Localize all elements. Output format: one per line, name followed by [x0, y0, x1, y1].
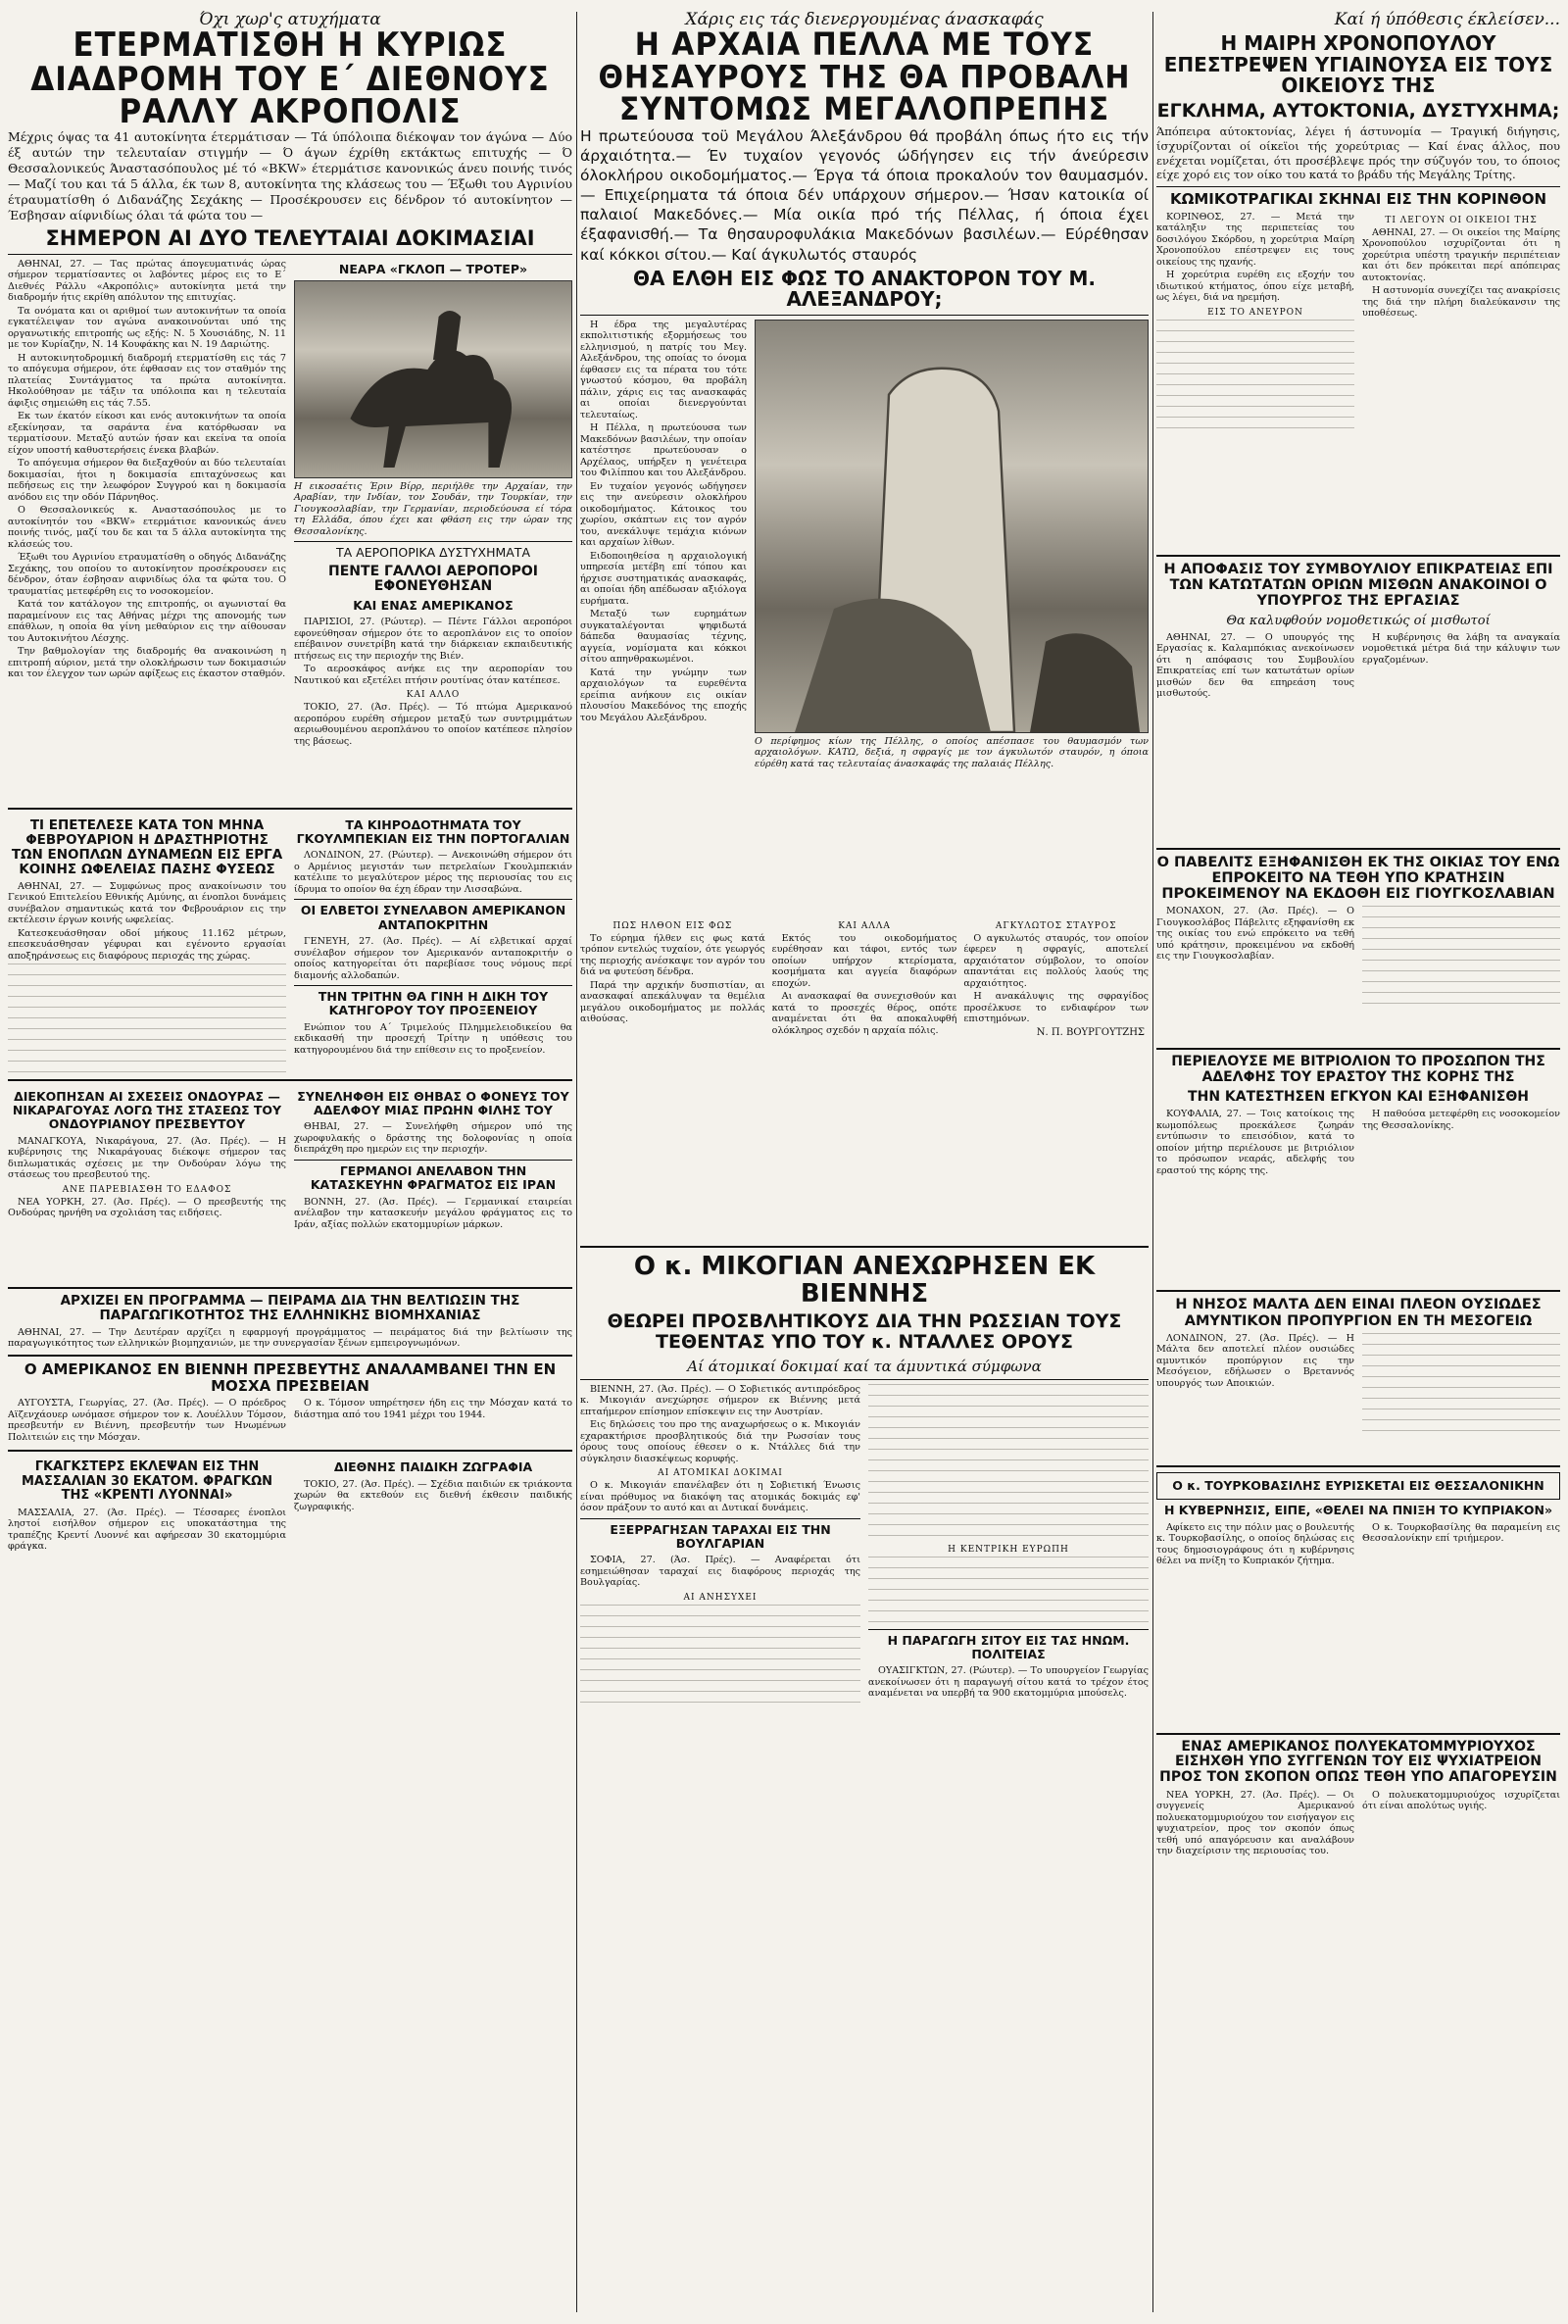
nicaragua-article [8, 1086, 286, 1282]
paragraph: ΑΘΗΝΑΙ, 27. — Οι οικείοι της Μαίρης Χρονοπούλου ισχυρίζονται ότι η χορεύτρια υπέστη τραγικήν περιπέτειαν και ότι δεν πρόκειται περί απόπειρας αυτοκτονίας. [1362, 226, 1560, 283]
text-filler [1362, 906, 1560, 1014]
atomic-label: ΑΙ ΑΤΟΜΙΚΑΙ ΔΟΚΙΜΑΙ [658, 1468, 783, 1479]
paragraph: Το εύρημα ήλθεν εις φως κατά τρόπον εντελώς τυχαίον, ότε γεωργός της περιοχής ανέσκαψε τον αγρόν του διά να φυτεύση δένδρα. [580, 932, 765, 978]
paragraph: ΣΟΦΙΑ, 27. (Άσ. Πρές). — Αναφέρεται ότι εσημειώθησαν ταραχαί εις διαφόρους περιοχάς της Βουλγαρίας. [580, 1555, 860, 1589]
text-filler [1156, 320, 1354, 437]
paragraph: Εν τυχαίον γεγονός ωδήγησεν εις την ανεύρεσιν ολοκλήρου οικοδομήματος. Κάτοικος του χωρίου, σκάπτων εις τον αγρόν του, ανεκάλυψε τεμάχια κιόνων και αρχαίων λίθων. [580, 480, 747, 549]
pella-subheadline: ΘΑ ΕΛΘΗ ΕΙΣ ΦΩΣ ΤΟ ΑΝΑΚΤΟΡΟΝ ΤΟΥ Μ. ΑΛΕΞΑΝΔΡΟΥ; [632, 266, 1097, 312]
paragraph: ΜΑΣΣΑΛΙΑ, 27. (Άσ. Πρές). — Τέσσαρες ένοπλοι ληστοί εισήλθον σήμερον εις υποκατάστημα της τραπέζης Κρεντί Λυοννέ και αφήρεσαν 30 εκατομμύρια φράγκα. [8, 1507, 286, 1553]
byline: Ν. Π. ΒΟΥΡΓΟΥΤΖΗΣ [1036, 1026, 1146, 1038]
paragraph: Η αστυνομία συνεχίζει τας ανακρίσεις της διά την πλήρη διαλεύκανσιν της υποθέσεως. [1362, 285, 1560, 320]
other-label: ΚΑΙ ΑΛΛΑ [838, 920, 891, 931]
cross-label: ΑΓΚΥΛΩΤΟΣ ΣΤΑΥΡΟΣ [995, 920, 1117, 931]
center-column [580, 10, 1149, 2314]
paragraph: Κατεσκευάσθησαν οδοί μήκους 11.162 μέτρων, επεσκευάσθησαν γέφυραι και εγένοντο εργασίαι αποξηράνσεως εις διαφόρους περιοχάς της χώρας. [8, 927, 286, 962]
acid-subheadline: ΤΗΝ ΚΑΤΕΣΤΗΣΕΝ ΕΓΚΥΟΝ ΚΑΙ ΕΞΗΦΑΝΙΣΘΗ [1188, 1088, 1529, 1105]
mid-stories [8, 815, 572, 1074]
pella-lead: Η πρωτεύουσα τοϋ Μεγάλου Άλεξάνδρου θά προβάλη όπως ήτο εις τήν άρχαιότητα.— Έν τυχαίον γεγονός ώδήγησεν εις τήν άνεύρεσιν όλοκλήρου οικοδομήματος.— Έργα τά όποια προκαλούν τον θαυμασμόν.— Επιχείρηματα τά όποια δέν υπάρχουν σήμερον.— Ήσαν κατοικία οί παλαιοί Μακεδόνες.— Μία οικία πρό τής Πέλλας, ή όποια έχει έξαφανισθή.— Τα θησαυροφυλάκια Μακεδόνων βασιλέων.— Εύρέθησαν καί κόκκοι σίτου.— Καί άγκυλωτός σταυρός [580, 126, 1149, 264]
paragraph: ΒΙΕΝΝΗ, 27. (Άσ. Πρές). — Ο Σοβιετικός αντιπρόεδρος κ. Μικογιάν ανεχώρησε σήμερον εκ Βιέννης μετά επταήμερον επίσημον επίσκεψιν εις την Αυστρίαν. [580, 1383, 860, 1417]
millionaire-headline: ΕΝΑΣ ΑΜΕΡΙΚΑΝΟΣ ΠΟΛΥΕΚΑΤΟΜΜΥΡΙΟΥΧΟΣ ΕΙΣΗΧΘΗ ΥΠΟ ΣΥΓΓΕΝΩΝ ΤΟΥ ΕΙΣ ΨΥΧΙΑΤΡΕΙΟΝ ΠΡΟΣ ΤΟΝ ΣΚΟΠΟΝ ΟΠΩΣ ΤΕΘΗ ΥΠΟ ΑΠΑΓΟΡΕΥΣΙΝ [1159, 1738, 1557, 1785]
tourk-subheadline: Η ΚΥΒΕΡΝΗΣΙΣ, ΕΙΠΕ, «ΘΕΛΕΙ ΝΑ ΠΝΙΞΗ ΤΟ ΚΥΠΡΙΑΚΟΝ» [1163, 1503, 1553, 1518]
kicker: Χάρις εις τάς διενεργουμένας άνασκαφάς [685, 10, 1044, 29]
bottom-stories [8, 1457, 572, 1555]
paragraph: ΑΘΗΝΑΙ, 27. — Ο υπουργός της Εργασίας κ. Καλαμπόκιας ανεκοίνωσεν ότι η απόφασις του Συμβουλίου Επικρατείας επί των κατωτάτων ορίων μισθών δεν θα επηρεάση τους μισθωτούς. [1156, 631, 1354, 700]
paragraph: Ειδοποιηθείσα η αρχαιολογική υπηρεσία μετέβη επί τόπου και ήρχισε συστηματικάς ανασκαφάς, αι οποίαι ήδη απέδωσαν αξιόλογα ευρήματα. [580, 550, 747, 607]
flight-article [1156, 906, 1560, 1043]
kicker: Καί ή ύπόθεσις έκλείσεν... [1334, 10, 1560, 29]
paragraph: Η χορεύτρια ευρέθη εις εξοχήν του ιδιωτικού κτήματος, όπου είχε μεταβή, ως λέγει, διά να ηρεμήση. [1156, 270, 1354, 304]
paragraph: ΝΕΑ ΥΟΡΚΗ, 27. (Άσ. Πρές). — Οι συγγενείς Αμερικανού πολυεκατομμυριούχου τον εισήγαγον εις ψυχιατρείον, προς τον σκοπόν όπως τεθή υπό απαγόρευσιν και αναλάβουν την διαχείρισιν της περιουσίας του. [1156, 1789, 1354, 1857]
paragraph: Η Πέλλα, η πρωτεύουσα των Μακεδόνων βασιλέων, την οποίαν κατέστησε πρωτεύουσαν ο Αρχέλαος, υπήρξεν η γενέτειρα του Φιλίππου και του Αλεξάνδρου. [580, 422, 747, 479]
paragraph: ΝΕΑ ΥΟΡΚΗ, 27. (Άσ. Πρές). — Ο πρεσβευτής της Ονδούρας ηρνήθη να σχολιάση τας ειδήσεις. [8, 1196, 286, 1219]
moscow-article [8, 1398, 572, 1445]
paragraph: Ο κ. Τόμσον υπηρέτησεν ήδη εις την Μόσχαν κατά το διάστημα από του 1941 μέχρι του 1944. [294, 1398, 572, 1420]
paragraph: Ο Θεσσαλονικεύς κ. Αναστασόπουλος με το αυτοκίνητόν του «ΒΚW» ετερμάτισε κανονικώς άνευ ποινής τινός, μαζί του δε και τα 5 άλλα αυτοκίνητα της κλάσεώς του. [8, 505, 286, 550]
paragraph: ΠΑΡΙΣΙΟΙ, 27. (Ρώυτερ). — Πέντε Γάλλοι αεροπόροι εφονεύθησαν σήμερον ότε το αεροπλάνον εις το οποίον επέβαινον συνετρίβη κατά την διάρκειαν εκπαιδευτικής πτήσεως εις την περιοχήν της Βιέν. [294, 617, 572, 662]
world-briefs [294, 815, 572, 1074]
pella-headline: Η ΑΡΧΑΙΑ ΠΕΛΛΑ ΜΕ ΤΟΥΣ ΘΗΣΑΥΡΟΥΣ ΤΗΣ ΘΑ ΠΡΟΒΑΛΗ ΣΥΝΤΟΜΩΣ ΜΕΓΑΛΟΠΡΕΠΗΣ [598, 26, 1131, 128]
camel-rider-icon [295, 281, 571, 477]
tourk-article [1156, 1522, 1560, 1728]
paragraph: ΤΟΚΙΟ, 27. (Άσ. Πρές). — Σχέδια παιδιών εκ τριάκοντα χωρών θα εκτεθούν εις διεθνή έκθεσιν παιδικής ζωγραφικής. [294, 1478, 572, 1512]
malta-headline: Η ΝΗΣΟΣ ΜΑΛΤΑ ΔΕΝ ΕΙΝΑΙ ΠΛΕΟΝ ΟΥΣΙΩΔΕΣ ΑΜΥΝΤΙΚΟΝ ΠΡΟΠΥΡΓΙΟΝ ΕΝ ΤΗ ΜΕΣΟΓΕΙΩ [1175, 1297, 1542, 1329]
paragraph: Τα ονόματα και οι αριθμοί των αυτοκινήτων τα οποία εγκατέλειψαν τον αγώνα ανακοινούνται υπό της οργανωτικής επιτροπής ως εξής: Ν. 5 Χουσιάδης, Ν. 11 με τον Κυρίαζην, Ν. 14 Κουφάκης και Ν. 19 Δαριώτης. [8, 305, 286, 350]
column-rule [576, 12, 577, 2312]
mikoyan-kicker: Αί άτομικαί δοκιμαί καί τα άμυντικά σύμφωνα [687, 1357, 1042, 1375]
acid-article [1156, 1109, 1560, 1285]
paragraph: Αι ανασκαφαί θα συνεχισθούν και κατά το προσεχές θέρος, οπότε αναμένεται ότι θα αποκαλυφθή ολόκληρος σχεδόν η αρχαία πόλις. [771, 991, 957, 1036]
jewels-headline: ΤΑ ΚΙΗΡΟΔΟΤΗΜΑΤΑ ΤΟΥ ΓΚΟΥΛΜΠΕΚΙΑΝ ΕΙΣ ΤΗΝ ΠΟΡΤΟΓΑΛΙΑΝ [296, 816, 570, 846]
rally-article [8, 259, 286, 803]
paragraph: Μεταξύ των ευρημάτων συγκαταλέγονται ψηφιδωτά δάπεδα θαυμασίας τέχνης, αγγεία, νομίσματα και κόκκοι σίτου απηνθρακωμένοι. [580, 609, 747, 666]
right-column [1156, 10, 1560, 2314]
paragraph: ΓΕΝΕΥΗ, 27. (Άσ. Πρές). — Αί ελβετικαί αρχαί συνέλαβον σήμερον τον Αμερικανόν ανταποκριτήν ο οποίος κατηγορείται ότι παρεβίασε τους νόμους περί διαμονής αλλοδαπών. [294, 936, 572, 981]
column-rule [1152, 12, 1153, 2312]
corinth-article [1156, 212, 1560, 550]
millionaire-article [1156, 1790, 1560, 1859]
germans-headline: ΓΕΡΜΑΝΟΙ ΑΝΕΛΑΒΟΝ ΤΗΝ ΚΑΤΑΣΚΕΥΗΝ ΦΡΑΓΜΑΤΟΣ ΕΙΣ ΙΡΑΝ [310, 1162, 557, 1193]
mairi-lead: Άπόπειρα αύτοκτονίας, λέγει ή άστυνομία — Τραγική διήγησις, ίσχυρίζονται οί οίκεϊοι τής χορεύτριας — Καί ένας άλλος, που ενέχεται νομίζεται, ότι προσέβλεψε πρός την σύζυγόν του, το όποιος είχε χορό εις τον οίκο του κατά το βράδυ τής Μεγάλης Τρίτης. [1156, 124, 1560, 182]
paragraph: Κατά την γνώμην των αρχαιολόγων τα ευρεθέντα ερείπια ανήκουν εις οικίαν πλουσίου Μακεδόνος της εποχής του Μεγάλου Αλεξάνδρου. [580, 667, 747, 723]
pella-column-photo [755, 320, 1149, 733]
gangsters-headline: ΓΚΑΓΚΣΤΕΡΣ ΕΚΛΕΨΑΝ ΕΙΣ ΤΗΝ ΜΑΣΣΑΛΙΑΝ 30 ΕΚΑΤΟΜ. ΦΡΑΓΚΩΝ ΤΗΣ «ΚΡΕΝΤΙ ΛΥΟΝΝΑΙ» [21, 1459, 273, 1504]
text-filler [868, 1557, 1149, 1625]
mikoyan-article [580, 1384, 1149, 1712]
text-filler [1362, 1333, 1560, 1431]
trotter-title: ΝΕΑΡΑ «ΓΚΛΟΠ — ΤΡΟΤΕΡ» [338, 261, 528, 276]
pella-photo-caption: Ο περίφημος κίων της Πέλλης, ο οποίος απέσπασε του θαυμασμόν των αρχαιολόγων. ΚΑΤΩ, δεξιά, η σφραγίς με τον άγκυλωτόν σταυρόν, η όποια εύρέθη κατά τας τελευταίας άνασκαφάς της παλαιάς Πέλλης. [755, 735, 1149, 769]
paragraph: Την βαθμολογίαν της διαδρομής θα ανακοινώση η επιτροπή αύριον, μετά την ολοκλήρωσιν των δοκιμασιών και τον έλεγχον των ωρών αφίξεως εις έκαστον σταθμόν. [8, 646, 286, 679]
paragraph: Η κυβέρνησις θα λάβη τα αναγκαία νομοθετικά μέτρα διά την κάλυψιν των εργαζομένων. [1362, 631, 1560, 666]
rally-section [8, 259, 572, 803]
ancient-column-icon [756, 321, 1148, 732]
pella-section [580, 320, 1149, 917]
wages-headline: Η ΑΠΟΦΑΣΙΣ ΤΟΥ ΣΥΜΒΟΥΛΙΟΥ ΕΠΙΚΡΑΤΕΙΑΣ ΕΠΙ ΤΩΝ ΚΑΤΩΤΑΤΩΝ ΟΡΙΩΝ ΜΙΣΘΩΝ ΑΝΑΚΟΙΝΟΙ Ο ΥΠΟΥΡΓΟΣ ΤΗΣ ΕΡΓΑΣΙΑΣ [1163, 561, 1553, 610]
lower-stories [8, 1086, 572, 1282]
children-headline: ΔΙΕΘΝΗΣ ΠΑΙΔΙΚΗ ΖΩΓΡΑΦΙΑ [333, 1459, 533, 1475]
paragraph: Ο κ. Τουρκοβασίλης θα παραμείνη εις Θεσσαλονίκην επί τριήμερον. [1362, 1521, 1560, 1545]
paragraph: ΤΟΚΙΟ, 27. (Άσ. Πρές). — Τό πτώμα Αμερικανού αεροπόρου ευρέθη σήμερον μεταξύ των συντριμμάτων αεριωθουμένου αεροπλάνου το οποίον κατέπεσε πλησίον της βάσεως. [294, 702, 572, 747]
paragraph: ΑΥΓΟΥΣΤΑ, Γεωργίας, 27. (Άσ. Πρές). — Ο πρόεδρος Αϊζενχάουερ ωνόμασε σήμερον τον κ. Λουέλλυν Τόμσον, πρεσβευτήν εν Βιέννη, πρεσβευτήν των Ηνωμένων Πολιτειών εις την Μόσχαν. [8, 1398, 286, 1443]
trial-headline: ΤΗΝ ΤΡΙΤΗΝ ΘΑ ΓΙΝΗ Η ΔΙΚΗ ΤΟΥ ΚΑΤΗΓΟΡΟΥ ΤΟΥ ΠΡΟΞΕΝΕΙΟΥ [318, 989, 549, 1018]
flight-headline: Ο ΠΑΒΕΛΙΤΣ ΕΞΗΦΑΝΙΣΘΗ ΕΚ ΤΗΣ ΟΙΚΙΑΣ ΤΟΥ ΕΝΩ ΕΠΡΟΚΕΙΤΟ ΝΑ ΤΕΘΗ ΥΠΟ ΚΡΑΤΗΣΙΝ ΠΡΟΚΕΙΜΕΝΟΥ ΝΑ ΕΚΔΟΘΗ ΕΙΣ ΓΙΟΥΓΚΟΣΛΑΒΙΑΝ [1156, 854, 1560, 903]
paragraph: ΟΥΑΣΙΓΚΤΩΝ, 27. (Ρώυτερ). — Το υπουργείον Γεωργίας ανεκοίνωσεν ότι η παραγωγή σίτου κατά το τρέχον έτος αναμένεται να υπερβή τα 900 εκατομμύρια μπούσελς. [868, 1665, 1149, 1700]
paragraph: Κατά τον κατάλογον της επιτροπής, οι αγωνισταί θα παραμείνουν εις τας Αθήνας μέχρι της απονομής των επάθλων, η οποία θα γίνη μεθαύριον εις την αίθουσαν του Αυτοκινήτου Λέσχης. [8, 599, 286, 644]
paragraph: ΘΗΒΑΙ, 27. — Συνελήφθη σήμερον υπό της χωροφυλακής ο δράστης της δολοφονίας η οποία διεπράχθη προ ημερών εις την περιοχήν. [294, 1121, 572, 1156]
paragraph: Ο κ. Μικογιάν επανέλαβεν ότι η Σοβιετική Ένωσις είναι πρόθυμος να διακόψη τας ατομικάς δοκιμάς εφ' όσον πράξουν το αυτό και αι Δυτικαί δυνάμεις. [580, 1480, 860, 1514]
paragraph: Το απόγευμα σήμερον θα διεξαχθούν αι δύο τελευταίαι δοκιμασίαι, ήτοι η δοκιμασία επιταχύνσεως και πεδήσεως εις την λεωφόρον Συγγρού και η δοκιμασία ανόδου εις την οδόν Πάρνηθος. [8, 458, 286, 503]
paragraph: ΛΟΝΔΙΝΟΝ, 27. (Άσ. Πρές). — Η Μάλτα δεν αποτελεί πλέον ουσιώδες αμυντικόν προπύργιον εις την Μεσόγειον, εδήλωσεν ο Βρεταννός υπουργός των Αποικιών. [1156, 1332, 1354, 1389]
side-stories [294, 259, 572, 803]
paragraph: Ο πολυεκατομμυριούχος ισχυρίζεται ότι είναι απολύτως υγιής. [1362, 1789, 1560, 1812]
air-title: ΤΑ ΑΕΡΟΠΟΡΙΚΑ ΔΥΣΤΥΧΗΜΑΤΑ [335, 545, 530, 561]
text-filler [868, 1384, 1149, 1541]
paragraph: Το αεροσκάφος ανήκε εις την αεροπορίαν του Ναυτικού και εξετέλει πτήσιν ρουτίνας όταν κατέπεσε. [294, 664, 572, 686]
feb-headline: ΤΙ ΕΠΕΤΕΛΕΣΕ ΚΑΤΑ ΤΟΝ ΜΗΝΑ ΦΕΒΡΟΥΑΡΙΟΝ Η ΔΡΑΣΤΗΡΙΟΤΗΣ ΤΩΝ ΕΝΟΠΛΩΝ ΔΥΝΑΜΕΩΝ ΕΙΣ ΕΡΓΑ ΚΟΙΝΗΣ ΩΦΕΛΕΙΑΣ ΠΑΣΗΣ ΦΥΣΕΩΣ [11, 816, 283, 877]
wheat-headline: Η ΠΑΡΑΓΩΓΗ ΣΙΤΟΥ ΕΙΣ ΤΑΣ ΗΝΩΜ. ΠΟΛΙΤΕΙΑΣ [887, 1632, 1130, 1662]
paragraph: ΑΘΗΝΑΙ, 27. — Τας πρώτας άπογευματινάς ώρας σήμερον τερματίσαντες οι λαβόντες μέρος εις το Ε΄ Διεθνές Ράλλυ «Ακροπόλις» αυτοκίνητα μετά την διαδρομήν ήτις εκρίθη απόλυτον της επιτυχίας. [8, 258, 286, 303]
paragraph: ΒΟΝΝΗ, 27. (Άσ. Πρές). — Γερμανικαί εταιρείαι ανέλαβον την κατασκευήν μεγάλου φράγματος εις το Ιράν, αξίας πολλών εκατομμυρίων μάρκων. [294, 1196, 572, 1230]
trotter-caption: Η εικοσαέτις Έριν Βίρρ, περιήλθε την Αρχαίαν, την Αραβίαν, την Ινδίαν, τον Σουδάν, την Τουρκίαν, την Γιουγκοσλαβίαν, την Γερμανίαν, περιοδεύουσα εί τόρα τη Ελλάδα, όπου έχει και φθάση εις την ώραν της Θεσσαλονίκης. [294, 480, 572, 537]
paragraph: ΜΟΝΑΧΟΝ, 27. (Άσ. Πρές). — Ο Γιουγκοσλάβος Πάβελιτς εξηφανίσθη εκ της οικίας του ενώ επρόκειτο να τεθή υπό κράτησιν, προκειμένου να εκδοθή εις την Γιουγκοσλαβίαν. [1156, 906, 1354, 963]
paragraph: Ενώπιον του Α΄ Τριμελούς Πλημμελειοδικείου θα εκδικασθή την προσεχή Τρίτην η υπόθεσις του κατηγορουμένου διά την επίθεσιν εις το προξενείον. [294, 1021, 572, 1056]
thebes-article [294, 1086, 572, 1282]
rally-headline: ΕΤΕΡΜΑΤΙΣΘΗ Η ΚΥΡΙΩΣ ΔΙΑΔΡΟΜΗ ΤΟΥ Ε΄ ΔΙΕΘΝΟΥΣ ΡΑΛΛΥ ΑΚΡΟΠΟΛΙΣ [30, 25, 550, 132]
industry-headline: ΑΡΧΙΖΕΙ ΕΝ ΠΡΟΓΡΑΜΜΑ — ΠΕΙΡΑΜΑ ΔΙΑ ΤΗΝ ΒΕΛΤΙΩΣΙΝ ΤΗΣ ΠΑΡΑΓΩΓΙΚΟΤΗΤΟΣ ΤΗΣ ΕΛΛΗΝΙΚΗΣ ΒΙΟΜΗΧΑΝΙΑΣ [60, 1292, 520, 1323]
europe-label: Η ΚΕΝΤΡΙΚΗ ΕΥΡΩΠΗ [948, 1544, 1069, 1555]
mairi-subheadline: ΕΓΚΛΗΜΑ, ΑΥΤΟΚΤΟΝΙΑ, ΔΥΣΤΥΧΗΜΑ; [1156, 99, 1560, 122]
paragraph: ΛΟΝΔΙΝΟΝ, 27. (Ρώυτερ). — Ανεκοινώθη σήμερον ότι ο Αρμένιος μεγιστάν των πετρελαίων Γκουλμπεκιάν κατέλιπε το μεγαλύτερον μέρος της περιουσίας του εις ίδρυμα το οποίον θα έχη έδραν την Λισσαβώνα. [294, 850, 572, 895]
paragraph: ΚΟΥΦΑΛΙΑ, 27. — Τοις κατοίκοις της κωμοπόλεως προεκάλεσε ζωηράν εντύπωσιν το επεισόδιον, κατά το οποίον μήτηρ περιέλουσε με βιτριόλιον το πρόσωπον νεαράς, αδελφής του εραστού της κόρης της. [1156, 1109, 1354, 1176]
paragraph: Παρά την αρχικήν δυσπιστίαν, αι ανασκαφαί απεκάλυψαν τα θεμέλια μεγάλου οικοδομήματος με πολλάς αιθούσας. [580, 979, 765, 1025]
tourk-box [1156, 1472, 1560, 1500]
paragraph: Εκτός του οικοδομήματος ευρέθησαν και τάφοι, εντός των οποίων υπήρχον κτερίσματα, κοσμήματα και αγγεία διαφόρων εποχών. [771, 932, 957, 989]
malta-article [1156, 1333, 1560, 1460]
left-column [8, 10, 572, 2314]
paragraph: Εις δηλώσεις του προ της αναχωρήσεως ο κ. Μικογιάν εχαρακτήρισε προσβλητικούς διά την Ρωσσίαν τους όρους τους οποίους έθεσεν ο κ. Ντάλλες διά την σύγκλησιν διασκέψεως κορυφής. [580, 1419, 860, 1464]
paragraph: Αφίκετο εις την πόλιν μας ο βουλευτής κ. Τουρκοβασίλης, ο οποίος δηλώσας εις τους δημοσιογράφους ότι η κυβέρνησις θέλει να πνίξη το Κυπριακόν ζήτημα. [1156, 1521, 1354, 1567]
mairi-headline: Η ΜΑΙΡΗ ΧΡΟΝΟΠΟΥΛΟΥ ΕΠΕΣΤΡΕΨΕΝ ΥΓΙΑΙΝΟΥΣΑ ΕΙΣ ΤΟΥΣ ΟΙΚΕΙΟΥΣ ΤΗΣ [1163, 31, 1553, 98]
bulgaria-headline: ΕΞΕΡΡΑΓΗΣΑΝ ΤΑΡΑΧΑΙ ΕΙΣ ΤΗΝ ΒΟΥΛΓΑΡΙΑΝ [610, 1521, 831, 1552]
paragraph: Η αυτοκινητοδρομική διαδρομή ετερματίσθη εις τάς 7 το απόγευμα σήμερον, ότε έφθασαν εις τον σταθμόν της πλατείας Συντάγματος τα πρώτα αυτοκίνητα. Ηκολούθησαν με τάξιν τα υπόλοιπα και η τελευταία άφιξις σημειώθη εις τάς 7.55. [8, 352, 286, 409]
light-label: ΠΩΣ ΗΛΘΟΝ ΕΙΣ ΦΩΣ [612, 920, 733, 931]
paragraph: Ο αγκυλωτός σταυρός, τον οποίον έφερεν η σφραγίς, αποτελεί αρχαιότατον σύμβολον, το οποίον απαντάται εις πολλούς λαούς της αρχαιότητος. [963, 932, 1149, 989]
camel-rider-photo [294, 280, 572, 478]
rally-lead: Μέχρις όψας τα 41 αυτοκίνητα έτερμάτισαν — Τά ύπόλοιπα διέκοψαν τον άγώνα — Δύο έξ αυτών την τελευταίαν στιγμήν — Ό άγων έχρίθη εκτάκτως επιτυχής — Ό Θεσσαλονικεύς Άναστασόπουλος μέ τό «ΒΚW» έτερμάτισε κανονικώς άνευ ποινής τινός — Μαζί του και τά 5 άλλα, έκ των 8, αυτοκίνητα της κλάσεως του — Έξωθι του Αγρινίου έτραυματίσθη ό Διδανάζης Σεχάκης — Προσέκρουσεν εις δένδρον τό αυτοκίνητον — Έσβησαν αίφνιδίως όλαι τά φώτα του — [8, 128, 572, 223]
paragraph: Η έδρα της μεγαλυτέρας εκπολιτιστικής εξορμήσεως του ελληνισμού, η πατρίς του Μεγ. Αλεξάνδρου, της οποίας το όνομα έφθασεν εις τα πέρατα του τότε γνωστού κόσμου, θα προβάλη πάλιν, χάρις εις τας ανασκαφάς αι οποίαι διενεργούνται τελευταίως. [580, 319, 747, 420]
paragraph: Εκ των έκατόν είκοσι και ενός αυτοκινήτων τα οποία εξεκίνησαν, τα σαράντα ένα κατόρθωσαν να τερματίσουν. Μεταξύ αυτών ήσαν και εκείνα τα οποία είχον υποστή καθυστερήσεις ένεκα βλαβών. [8, 411, 286, 456]
tourk-headline: Ο κ. ΤΟΥΡΚΟΒΑΣΙΛΗΣ ΕΥΡΙΣΚΕΤΑΙ ΕΙΣ ΘΕΣΣΑΛΟΝΙΚΗΝ [1172, 1477, 1544, 1493]
paragraph: Η ανακάλυψις της σφραγίδος προσέλκυσε το ενδιαφέρον των επιστημόνων. [963, 991, 1149, 1025]
thebes-headline: ΣΥΝΕΛΗΦΘΗ ΕΙΣ ΘΗΒΑΣ Ο ΦΟΝΕΥΣ ΤΟΥ ΑΔΕΛΦΟΥ ΜΙΑΣ ΠΡΩΗΝ ΦΙΛΗΣ ΤΟΥ [297, 1088, 569, 1117]
text-filler [580, 1605, 860, 1712]
paragraph: ΜΑΝΑΓΚΟΥΑ, Νικαράγουα, 27. (Άσ. Πρές). — Η κυβέρνησις της Νικαράγουας διέκοψε σήμερον τας διπλωματικάς σχέσεις με την Ονδούραν λόγω της στάσεως του πρεσβευτού της. [8, 1135, 286, 1181]
rally-subheadline: ΣΗΜΕΡΟΝ ΑΙ ΔΥΟ ΤΕΛΕΥΤΑΙΑΙ ΔΟΚΙΜΑΣΙΑΙ [45, 225, 535, 250]
moscow-headline: Ο ΑΜΕΡΙΚΑΝΟΣ ΕΝ ΒΙΕΝΝΗ ΠΡΕΣΒΕΥΤΗΣ ΑΝΑΛΑΜΒΑΝΕΙ ΤΗΝ ΕΝ ΜΟΣΧΑ ΠΡΕΣΒΕΙΑΝ [24, 1360, 557, 1395]
says-label: ΤΙ ΛΕΓΟΥΝ ΟΙ ΟΙΚΕΙΟΙ ΤΗΣ [1385, 215, 1538, 225]
pella-continued [580, 917, 1149, 1241]
paragraph: ΑΘΗΝΑΙ, 27. — Συμφώνως προς ανακοίνωσιν του Γενικού Επιτελείου Εθνικής Αμύνης, αι ένοπλοι δυνάμεις συνέβαλον σημαντικώς κατά τον Φεβρουάριον εις την εκτέλεσιν έργων κοινής ωφελείας. [8, 880, 286, 926]
acid-headline: ΠΕΡΙΕΛΟΥΣΕ ΜΕ ΒΙΤΡΙΟΛΙΟΝ ΤΟ ΠΡΟΣΩΠΟΝ ΤΗΣ ΑΔΕΛΦΗΣ ΤΟΥ ΕΡΑΣΤΟΥ ΤΗΣ ΚΟΡΗΣ ΤΗΣ [1171, 1054, 1545, 1086]
paragraph: Έξωθι του Αγρινίου ετραυματίσθη ο οδηγός Διδανάζης Σεχάκης, του οποίου το αυτοκίνητον προσέκρουσεν εις δένδρον, όταν έσβησαν αιφνιδίως όλα τα φώτα του. Ο τραυματίας μετεφέρθη εις το νοσοκομείον. [8, 552, 286, 597]
kicker: Όχι χωρ'ς ατυχήματα [199, 10, 381, 29]
wages-subheadline: Θα καλυφθούν νομοθετικώς οί μισθωτοί [1226, 613, 1491, 628]
air-headline: ΠΕΝΤΕ ΓΑΛΛΟΙ ΑΕΡΟΠΟΡΟΙ ΕΦΟΝΕΥΘΗΣΑΝ [328, 563, 538, 595]
corinth-headline: ΚΩΜΙΚΟΤΡΑΓΙΚΑΙ ΣΚΗΝΑΙ ΕΙΣ ΤΗΝ ΚΟΡΙΝΘΟΝ [1169, 190, 1547, 209]
feb-article [8, 815, 286, 1074]
air-other-label: ΚΑΙ ΑΛΛΟ [406, 690, 461, 701]
hit-label: ΕΙΣ ΤΟ ΑΝΕΥΡΟΝ [1207, 307, 1303, 318]
pella-article [580, 320, 747, 917]
text-filler [8, 964, 286, 1081]
nicaragua-subhead: ΑΝΕ ΠΑΡΕΒΙΑΣΘΗ ΤΟ ΕΔΑΦΟΣ [62, 1184, 232, 1195]
swiss-headline: ΟΙ ΕΛΒΕΤΟΙ ΣΥΝΕΛΑΒΟΝ ΑΜΕΡΙΚΑΝΟΝ ΑΝΤΑΠΟΚΡΙΤΗΝ [300, 903, 566, 932]
paragraph: ΑΘΗΝΑΙ, 27. — Την Δευτέραν αρχίζει η εφαρμογή προγράμματος — πειράματος διά την βελτίωσιν της παραγωγικότητος των ελληνικών βιομηχανιών, με την συνεργασίαν ξένων εμπειρογνωμόνων. [8, 1326, 572, 1350]
pella-photo-block [755, 320, 1149, 917]
mikoyan-subheadline: ΘΕΩΡΕΙ ΠΡΟΣΒΛΗΤΙΚΟΥΣ ΔΙΑ ΤΗΝ ΡΩΣΣΙΑΝ ΤΟΥΣ ΤΕΘΕΝΤΑΣ ΥΠΟ ΤΟΥ κ. ΝΤΑΛΛΕΣ ΟΡΟΥΣ [607, 1310, 1122, 1354]
air-subheadline: ΚΑΙ ΕΝΑΣ ΑΜΕΡΙΚΑΝΟΣ [353, 598, 514, 614]
paragraph: ΚΟΡΙΝΘΟΣ, 27. — Μετά την κατάληξιν της περιπετείας του δοσιλόγου Σκόρδου, η χορεύτρια Μαίρη Χρονοπούλου επέστρεψεν εις τους οικείους της ηχανής. [1156, 211, 1354, 268]
arrests-label: ΑΙ ΑΝΗΣΥΧΕΙ [683, 1592, 758, 1603]
mikoyan-headline: Ο κ. ΜΙΚΟΓΙΑΝ ΑΝΕΧΩΡΗΣΕΝ ΕΚ ΒΙΕΝΝΗΣ [633, 1251, 1096, 1310]
wages-article [1156, 632, 1560, 843]
paragraph: Η παθούσα μετεφέρθη εις νοσοκομείον της Θεσσαλονίκης. [1362, 1109, 1560, 1131]
nicaragua-headline: ΔΙΕΚΟΠΗΣΑΝ ΑΙ ΣΧΕΣΕΙΣ ΟΝΔΟΥΡΑΣ — ΝΙΚΑΡΑΓΟΥΑΣ ΛΟΓΩ ΤΗΣ ΣΤΑΣΕΩΣ ΤΟΥ ΟΝΔΟΥΡΙΑΝΟΥ ΠΡΕΣΒΕΥΤΟΥ [12, 1088, 282, 1132]
